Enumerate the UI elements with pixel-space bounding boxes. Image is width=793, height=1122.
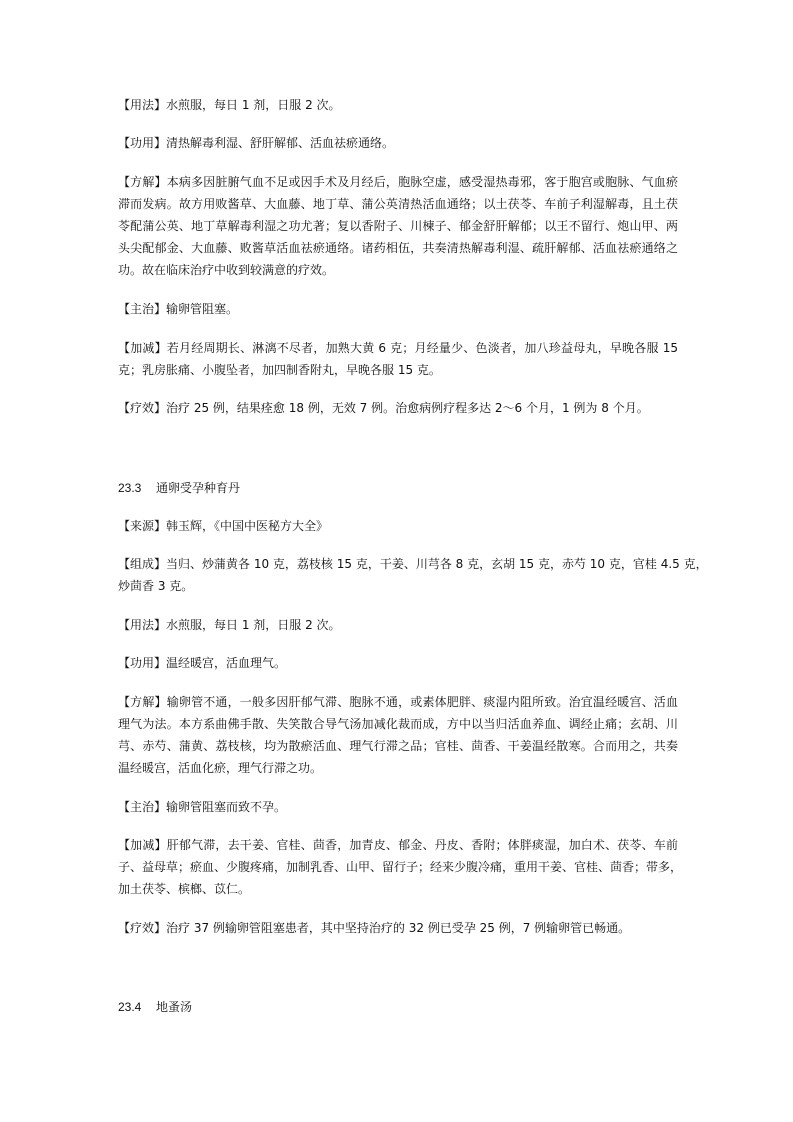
source-paragraph [118,515,678,537]
modification-line: 子、益母草；瘀血、少腹疼痛，加制乳香、山甲、留行子；经来少腹冷痛，重用干姜、官桂、茴香；带多， [118,860,683,874]
modification-line: 若月经周期长、淋漓不尽者，加熟大黄 6 克；月经量少、色淡者，加八珍益母丸，早晚各服 15 [166,341,678,355]
explanation-line: 芎、赤芍、蒲黄、荔枝核，均为散瘀活血、理气行滞之品；官桂、茴香、干姜温经散寒。合而用之，共奏 [118,739,678,753]
indication-label: 【主治】 [118,800,167,814]
function-label: 【功用】 [118,656,167,670]
indication-text: 输卵管阻塞而致不孕。 [166,800,287,814]
efficacy-label: 【疗效】 [118,401,167,415]
explanation-paragraph [118,691,678,779]
modification-line: 克；乳房胀痛、小腹坠者，加四制香附丸，早晚各服 15 克。 [118,363,441,377]
explanation-line: 苓配蒲公英、地丁草解毒利湿之功尤著；复以香附子、川楝子、郁金舒肝解郁；以王不留行、炮山甲、两 [118,219,678,233]
modification-label: 【加减】 [118,341,167,355]
efficacy-text: 治疗 25 例，结果痊愈 18 例，无效 7 例。治愈病例疗程多达 2～6 个月，1 例为 8 个月。 [166,401,649,415]
modification-line: 肝郁气滞，去干姜、官桂、茴香，加青皮、郁金、丹皮、香附；体胖痰湿，加白术、茯苓、车前 [166,838,678,852]
section-number: 23.3 [118,481,142,495]
section-number: 23.4 [118,1000,142,1014]
function-paragraph [118,652,678,674]
efficacy-paragraph [118,917,678,939]
section-title: 通卵受孕种育丹 [156,481,241,495]
composition-line: 炒茴香 3 克。 [118,579,194,593]
indication-text: 输卵管阻塞。 [166,302,239,316]
explanation-line: 温经暖宫，活血化瘀，理气行滞之功。 [118,761,323,775]
section-heading-23-4 [118,996,192,1018]
indication-label: 【主治】 [118,302,167,316]
explanation-label: 【方解】 [118,695,167,709]
source-label: 【来源】 [118,519,167,533]
usage-text: 水煎服，每日 1 剂，日服 2 次。 [166,618,341,632]
indication-paragraph [118,298,678,320]
section-title: 地蚤汤 [156,1000,193,1014]
explanation-line: 头尖配郁金、大血藤、败酱草活血祛瘀通络。诸药相伍，共奏清热解毒利湿、疏肝解郁、活血祛瘀通络之 [118,241,678,255]
modification-paragraph [118,337,678,381]
function-text: 温经暖宫，活血理气。 [166,656,287,670]
usage-label: 【用法】 [118,98,167,112]
indication-paragraph [118,796,678,818]
usage-text: 水煎服，每日 1 剂，日服 2 次。 [166,98,341,112]
explanation-line: 理气为法。本方系曲佛手散、失笑散合导气汤加减化裁而成，方中以当归活血养血、调经止痛；玄胡、川 [118,717,678,731]
efficacy-label: 【疗效】 [118,921,167,935]
explanation-line: 功。故在临床治疗中收到较满意的疗效。 [118,263,335,277]
composition-line: 当归、炒蒲黄各 10 克，荔枝核 15 克，干姜、川芎各 8 克，玄胡 15 克，赤芍 10 克，官桂 4.5 克， [166,557,708,571]
explanation-line: 本病多因脏腑气血不足或因手术及月经后，胞脉空虚，感受湿热毒邪，客于胞宫或胞脉、气血瘀 [166,175,678,189]
function-label: 【功用】 [118,136,167,150]
modification-paragraph [118,834,683,900]
efficacy-paragraph [118,397,678,419]
explanation-line: 输卵管不通，一般多因肝郁气滞、胞脉不通，或素体肥胖、痰湿内阻所致。治宜温经暖宫、活血 [166,695,678,709]
usage-label: 【用法】 [118,618,167,632]
section-heading-23-3 [118,477,240,499]
modification-label: 【加减】 [118,838,167,852]
explanation-paragraph [118,171,678,281]
modification-line: 加土茯苓、槟榔、苡仁。 [118,882,251,896]
function-text: 清热解毒利湿、舒肝解郁、活血祛瘀通络。 [166,136,395,150]
source-text: 韩玉辉，《中国中医秘方大全》 [166,519,329,533]
composition-paragraph [118,553,708,597]
usage-paragraph [118,614,678,636]
explanation-label: 【方解】 [118,175,167,189]
efficacy-text: 治疗 37 例输卵管阻塞患者，其中坚持治疗的 32 例已受孕 25 例，7 例输卵管已畅通。 [166,921,631,935]
usage-paragraph [118,94,678,116]
composition-label: 【组成】 [118,557,167,571]
function-paragraph [118,132,678,154]
explanation-line: 滞而发病。故方用败酱草、大血藤、地丁草、蒲公英清热活血通络；以土茯苓、车前子利湿解毒，且土茯 [118,197,678,211]
